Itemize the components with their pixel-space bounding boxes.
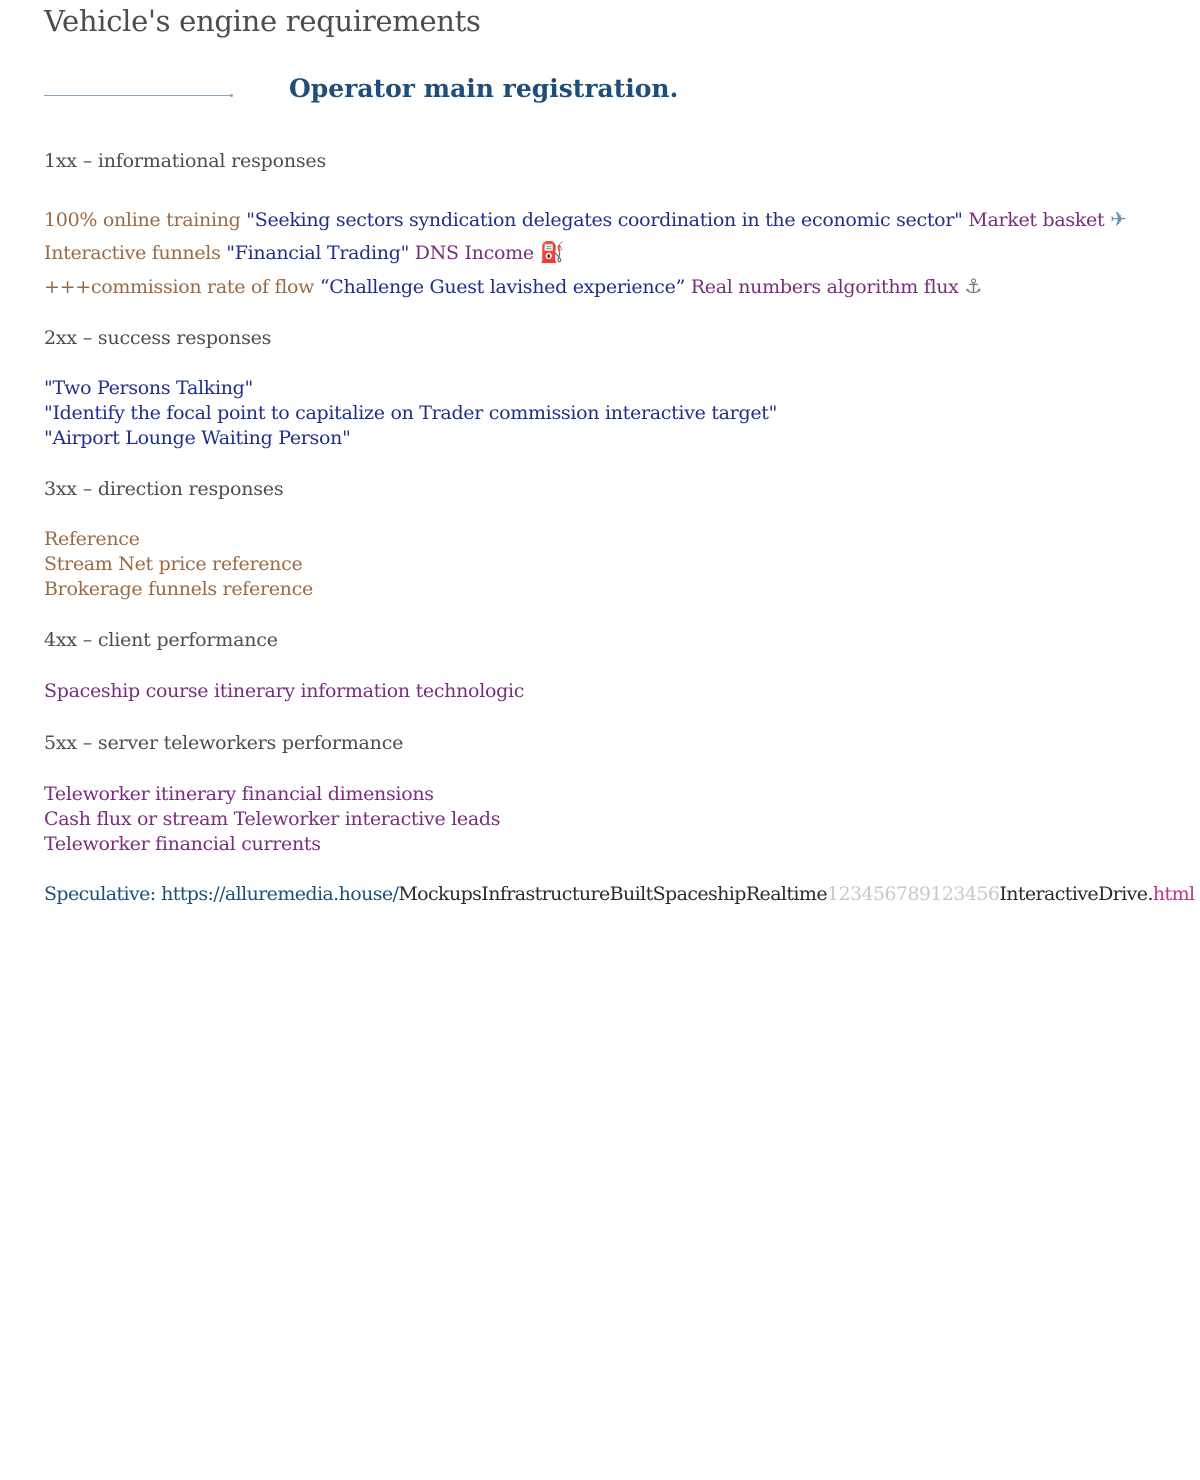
list-item: "Airport Lounge Waiting Person" xyxy=(44,427,351,449)
list-item: Brokerage funnels reference xyxy=(44,578,313,600)
fuel-pump-icon: ⛽ xyxy=(539,240,565,264)
list-item: Spaceship course itinerary information technologic xyxy=(44,680,525,702)
subtitle: Operator main registration. xyxy=(289,74,679,103)
link-base: https://alluremedia.house/ xyxy=(161,883,399,905)
section-heading-5xx: 5xx – server teleworkers performance xyxy=(44,732,404,754)
link-digits: 123456789123456 xyxy=(826,883,1000,905)
list-item: Teleworker financial currents xyxy=(44,833,321,855)
link-label: Speculative: xyxy=(44,883,156,905)
list-item: Stream Net price reference xyxy=(44,553,303,575)
list-item: Teleworker itinerary financial dimensions xyxy=(44,783,434,805)
title-divider xyxy=(44,95,232,96)
list-item: Reference xyxy=(44,528,140,550)
info-line-2 xyxy=(44,240,564,264)
info-line-1-quote: "Seeking sectors syndication delegates coordination in the economic sector" xyxy=(246,209,963,231)
airplane-icon: ✈ xyxy=(1110,207,1127,231)
success-list xyxy=(44,377,777,452)
info-line-3-lead: +++commission rate of flow xyxy=(44,276,315,298)
link-path: MockupsInfrastructureBuiltSpaceshipRealtime xyxy=(398,883,827,905)
info-line-3 xyxy=(44,274,982,298)
link-ext: html xyxy=(1152,883,1195,905)
speculative-link-line xyxy=(44,883,1194,905)
info-line-1 xyxy=(44,207,1127,231)
section-heading-2xx: 2xx – success responses xyxy=(44,327,272,349)
server-list xyxy=(44,783,500,858)
info-line-3-quote: “Challenge Guest lavished experience” xyxy=(319,276,685,298)
info-line-1-tail: Market basket xyxy=(968,209,1105,231)
list-item: Cash flux or stream Teleworker interactive leads xyxy=(44,808,501,830)
info-line-2-quote: "Financial Trading" xyxy=(226,242,410,264)
section-heading-4xx: 4xx – client performance xyxy=(44,629,278,651)
link-url[interactable] xyxy=(161,883,1194,905)
section-heading-1xx: 1xx – informational responses xyxy=(44,150,327,172)
section-heading-3xx: 3xx – direction responses xyxy=(44,478,284,500)
direction-list xyxy=(44,528,313,603)
info-line-3-tail: Real numbers algorithm flux xyxy=(690,276,959,298)
list-item: "Identify the focal point to capitalize on Trader commission interactive target" xyxy=(44,402,778,424)
list-item: "Two Persons Talking" xyxy=(44,377,253,399)
info-line-2-tail: DNS Income xyxy=(414,242,534,264)
page-title: Vehicle's engine requirements xyxy=(44,4,481,38)
ship-icon: ⚓ xyxy=(964,274,982,298)
info-line-2-lead: Interactive funnels xyxy=(44,242,221,264)
link-tail: InteractiveDrive. xyxy=(999,883,1153,905)
info-line-1-lead: 100% online training xyxy=(44,209,241,231)
client-list xyxy=(44,680,524,705)
